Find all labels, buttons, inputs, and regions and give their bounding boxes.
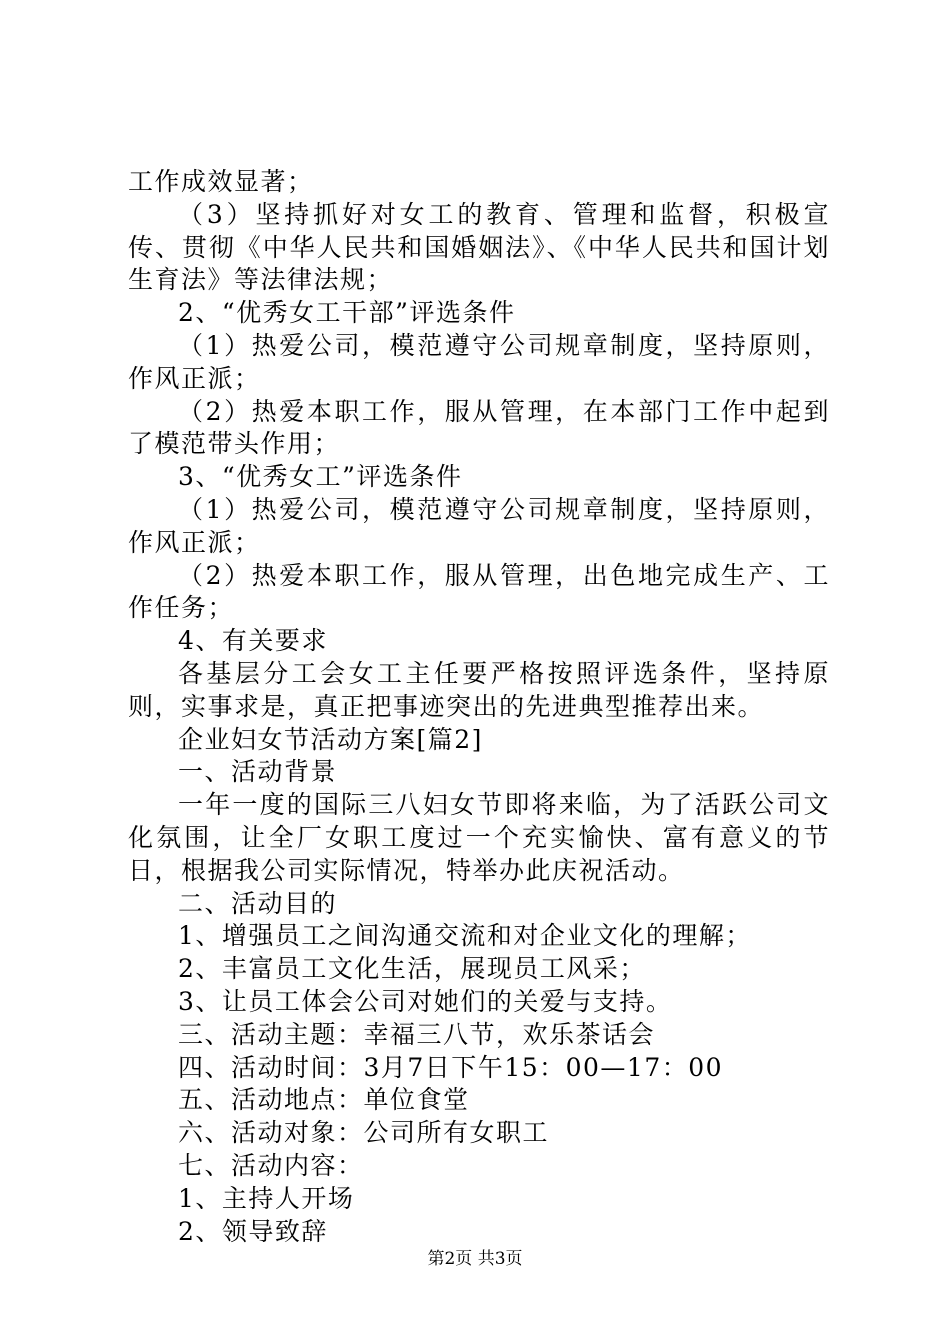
section-heading: 七、活动内容：: [178, 1150, 364, 1180]
section-heading: 四、活动时间：3月7日下午15：00—17：00: [178, 1052, 724, 1082]
list-item: 3、让员工体会公司对她们的关爱与支持。: [178, 986, 673, 1016]
section-heading: 4、有关要求: [178, 626, 328, 656]
document-title: 企业妇女节活动方案[篇2]: [178, 724, 483, 754]
section-heading: 五、活动地点：单位食堂: [178, 1085, 470, 1115]
paragraph: （2）热爱本职工作，服从管理，出色地完成生产、工作任务；: [128, 560, 830, 623]
paragraph: （3）坚持抓好对女工的教育、管理和监督，积极宣传、贯彻《中华人民共和国婚姻法》、《中华人民共和国计划生育法》等法律法规；: [128, 199, 830, 295]
paragraph: （2）热爱本职工作，服从管理，在本部门工作中起到了模范带头作用；: [128, 396, 830, 459]
list-item: 2、丰富员工文化生活，展现员工风采；: [178, 954, 646, 984]
paragraph: 一年一度的国际三八妇女节即将来临，为了活跃公司文化氛围，让全厂女职工度过一个充实愉快、富有意义的节日，根据我公司实际情况，特举办此庆祝活动。: [128, 790, 830, 885]
section-heading: 3、“优秀女工”评选条件: [178, 462, 463, 492]
section-heading: 二、活动目的: [178, 888, 338, 918]
section-heading: 六、活动对象：公司所有女职工: [178, 1118, 550, 1148]
paragraph: 各基层分工会女工主任要严格按照评选条件，坚持原则，实事求是，真正把事迹突出的先进典型推荐出来。: [128, 658, 830, 721]
list-item: 1、主持人开场: [178, 1183, 355, 1213]
list-item: 2、领导致辞: [178, 1216, 328, 1246]
section-heading: 一、活动背景: [178, 757, 338, 787]
paragraph: （1）热爱公司，模范遵守公司规章制度，坚持原则，作风正派；: [128, 330, 830, 393]
page-number-footer: 第2页 共3页: [427, 1249, 523, 1269]
section-heading: 三、活动主题：幸福三八节，欢乐茶话会: [178, 1019, 656, 1049]
document-body: [128, 166, 830, 1248]
section-heading: 2、“优秀女工干部”评选条件: [178, 298, 516, 328]
paragraph: 工作成效显著；: [128, 167, 314, 196]
list-item: 1、增强员工之间沟通交流和对企业文化的理解；: [178, 921, 752, 951]
paragraph: （1）热爱公司，模范遵守公司规章制度，坚持原则，作风正派；: [128, 494, 830, 557]
